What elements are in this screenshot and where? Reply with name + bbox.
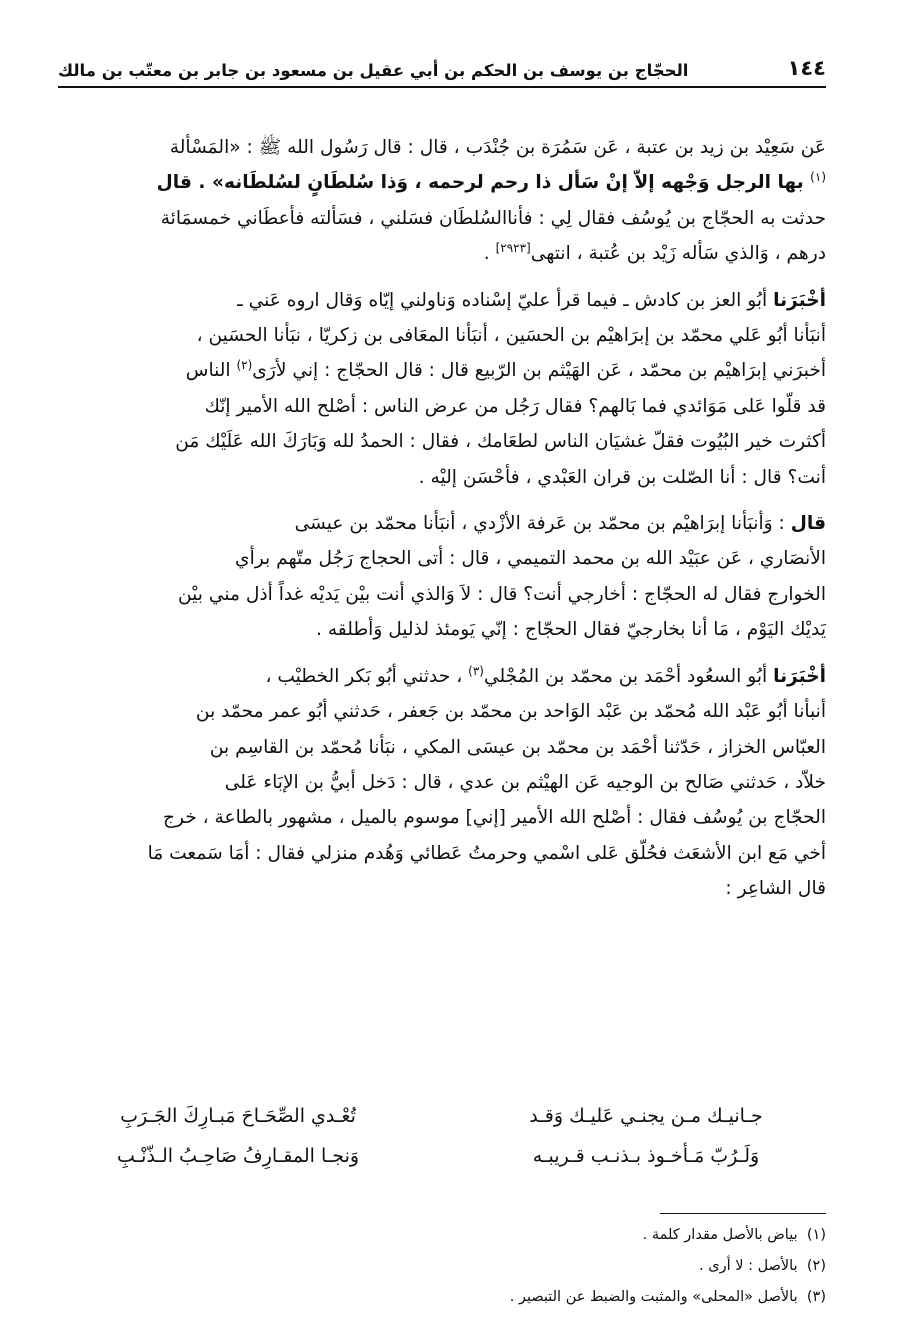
p3-line-2: الأنصَاري ، عَن عبَيْد الله بن محمد التميمي ، قال : أتى الحجاج رَجُل متّهم برأي: [235, 548, 826, 570]
footnote-text: بالأصل «المحلى» والمثبت والضبط عن التبصير .: [509, 1289, 798, 1305]
verse-second-hemistich: وَنجـا المقـارِفُ صَاحِـبُ الـذّنْـبِ: [116, 1145, 360, 1167]
p3-line-1: : وَأنبَأنا إبرَاهيْم بن محمّد بن عَرفة الأزْدي ، أنبَأنا محمّد بن عيسَى: [294, 513, 791, 535]
paragraph-4: [58, 659, 826, 907]
footnote-number: (٣): [806, 1289, 826, 1305]
header-rule: [58, 86, 826, 88]
p2-line-2: أنبَأنا أبُو عَلي محمّد بن إبرَاهيْم بن الحسَين ، أنبَأنا المعَافى بن زكريّا ، نبَأنا الحسَين ،: [196, 325, 826, 347]
verse-first-hemistich: وَلَـرُبّ مَـأخـوذ بـذنـب قـريبـه: [532, 1145, 760, 1167]
footnote-ref-1: (١): [810, 170, 826, 185]
book-page: [58, 48, 826, 1308]
p3-line-4: يَديْك اليَوْم ، مَا أنا بخارجيّ فقال الحجّاج : إنّي يَومئذ لذليل وَأطلقه .: [316, 619, 826, 641]
main-text: [58, 130, 826, 918]
p3-keyword: قال: [790, 513, 826, 535]
p1-line-3: حدثت به الحجّاج بن يُوسُف فقال لِي : فأناالسُلطَان فسَلني ، فسَألته فأعطَاني خمسمَائة: [160, 207, 826, 229]
footnote-number: (٢): [806, 1258, 826, 1274]
footnote: [58, 1251, 826, 1282]
p4-line-1: أبُو السعُود أحْمَد بن محمّد بن المُجْلي: [483, 665, 774, 687]
footnote-ref-2: (٢): [236, 358, 253, 373]
page-number: ١٤٤: [787, 56, 826, 80]
p2-line-5: أكثرت خير البُيُوت فقلّ غشيَان الناس لطعَامك ، فقال : الحمدُ لله وَبَارَكَ الله عَلَيْك مَن: [175, 431, 826, 453]
verse-second-hemistich: تُعْـدي الصِّحَـاحَ مَبـارِكَ الجَـرَبِ: [120, 1105, 356, 1127]
paragraph-1: [58, 130, 826, 272]
p2-line-3-end: الناس: [185, 360, 237, 382]
p4-line-4: خلاّد ، حَدثني صَالح بن الوجيه عَن الهيْثم بن عدي ، قال : دَخل أبيُّ بن الإبَاء عَلى: [224, 771, 826, 793]
verse-line: [58, 1096, 826, 1136]
page-header: [58, 48, 826, 82]
p2-keyword: أخْبَرَنا: [773, 289, 826, 311]
footnote-rule: [660, 1213, 826, 1214]
p1-line-1: عَن سَعِيْد بن زيد بن عتبة ، عَن سَمُرَة بن جُنْدَب ، قال : قال رَسُول الله ﷺ : «المَسْألة: [169, 137, 826, 158]
footnote-text: بالأصل : لا أرى .: [699, 1258, 798, 1274]
footnote-text: بياض بالأصل مقدار كلمة .: [642, 1227, 798, 1243]
hadith-number: [٢٩٢٣]: [495, 241, 531, 256]
p1-line-2: بها الرجل وَجْهه إلاّ إنْ سَأل ذا رحم لرحمه ، وَذا سُلطَانٍ لسُلطَانه» . قال: [156, 172, 811, 194]
p3-line-3: الخوارج فقال له الحجّاج : أخارجي أنت؟ قال : لاَ وَالذي أنت بيْن يَديْه غداً أذل مني بيْن: [178, 583, 826, 605]
p1-line-4: درهم ، وَالذي سَأله زَيْد بن عُتبة ، انتهى: [530, 243, 826, 265]
p4-line-1-end: ، حدثني أبُو بَكر الخطيْب ،: [265, 665, 469, 687]
footnotes: [58, 1220, 826, 1313]
footnote: [58, 1282, 826, 1313]
footnote-ref-3: (٣): [468, 663, 484, 678]
p1-line-4-end: .: [483, 243, 496, 265]
p2-line-3: أخبرَني إبرَاهيْم بن محمّد ، عَن الهَيْثم بن الرّبيع قال : قال الحجّاج : إني لأرَى: [252, 360, 826, 382]
paragraph-3: [58, 506, 826, 648]
verse-line: [58, 1136, 826, 1176]
poetry-verses: [58, 1096, 826, 1176]
p4-line-2: أنبأنا أبُو عَبْد الله مُحمّد بن عَبْد الوَاحد بن محمّد بن جَعفر ، حَدثني أبُو عمر محمّد بن: [195, 701, 826, 723]
p2-line-6: أنت؟ قال : أنا الصّلت بن قران العَبْدي ، فأحْسَن إليْه .: [418, 466, 826, 488]
p4-keyword: أخْبَرَنا: [773, 665, 826, 687]
p2-line-4: قد قلّوا عَلى مَوَائدي فما بَالهم؟ فقال رَجُل من عرض الناس : أصْلح الله الأمير إنّك: [204, 395, 826, 417]
p4-line-5: الحجّاج بن يُوسُف فقال : أصْلح الله الأمير [إني] موسوم بالميل ، مشهور بالطاعة ، خرج: [162, 807, 826, 829]
verse-first-hemistich: جـانيـك مـن يجنـي عَليـك وَقـد: [529, 1105, 763, 1127]
p4-line-7: قال الشاعِر :: [725, 878, 826, 900]
p4-line-3: العبّاس الخزاز ، حَدّثنا أحْمَد بن محمّد بن عيسَى المكي ، نبَأنا مُحمّد بن القاسِم بن: [209, 736, 826, 758]
footnote-number: (١): [806, 1227, 826, 1243]
footnote: [58, 1220, 826, 1251]
paragraph-2: [58, 283, 826, 495]
p2-line-1: أبُو العز بن كادش ـ فيما قرأ عليّ إسْناده وَناولني إيّاه وَقال اروه عَني ـ: [237, 289, 774, 311]
running-title: الحجّاج بن يوسف بن الحكم بن أبي عقيل بن مسعود بن جابر بن معتّب بن مالك: [58, 61, 689, 80]
p4-line-6: أخي مَع ابن الأشعَث فحُلّق عَلى اسْمي وحرمتُ عَطائي وَهُدم منزلي فقال : أمَا سَمعت مَا: [147, 842, 826, 864]
